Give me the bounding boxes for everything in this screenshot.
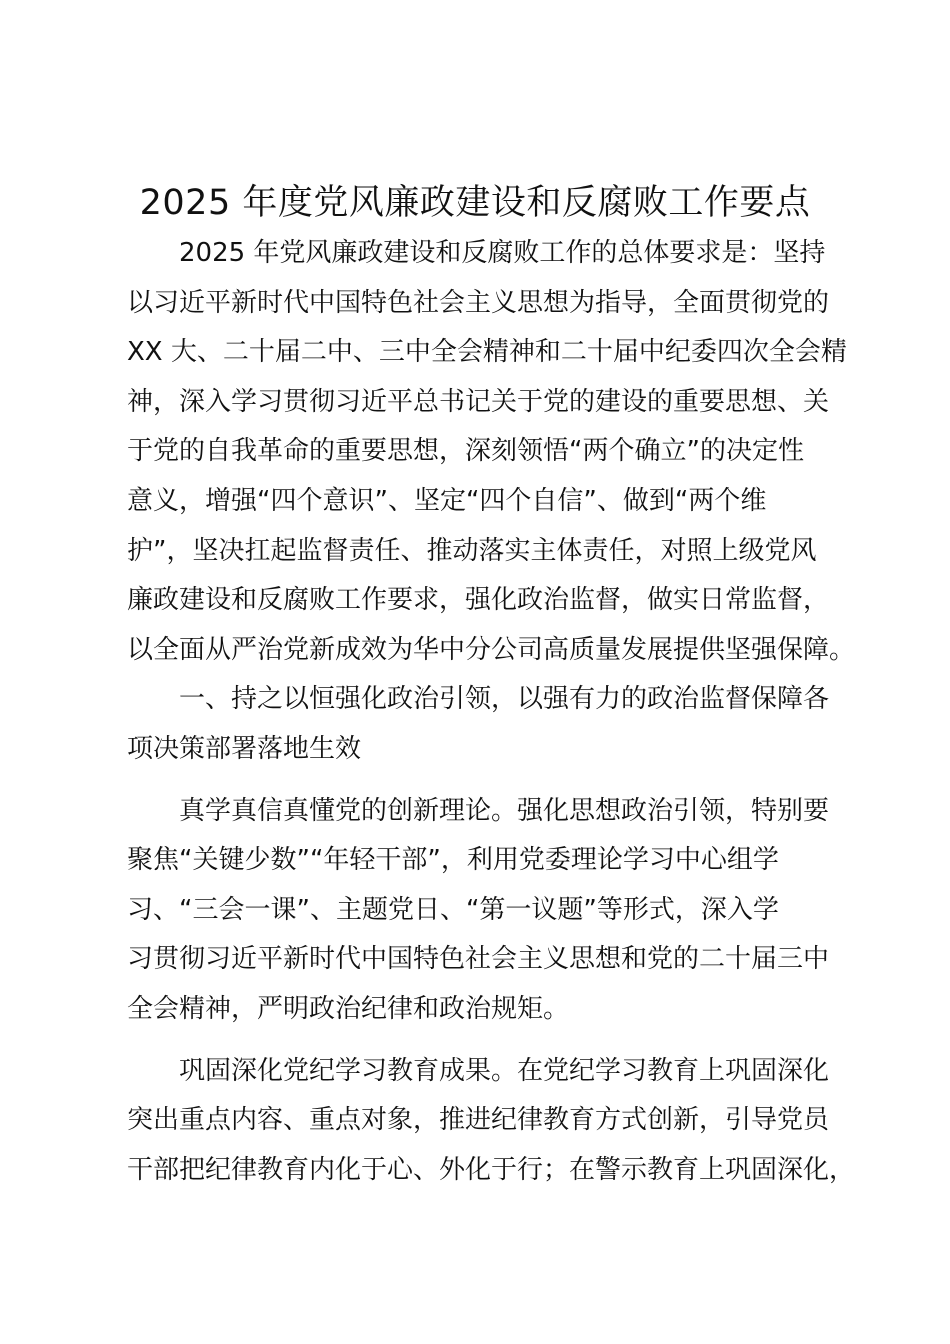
heading-line: 项决策部署落地生效 — [127, 733, 362, 764]
paragraph-line: 真学真信真懂党的创新理论。强化思想政治引领，特别要 — [179, 795, 830, 826]
paragraph-line: 于党的自我革命的重要思想，深刻领悟“两个确立”的决定性 — [127, 436, 804, 467]
paragraph-line: 全会精神，严明政治纪律和政治规矩。 — [127, 993, 570, 1024]
heading-line: 一、持之以恒强化政治引领，以强有力的政治监督保障各 — [179, 684, 830, 715]
paragraph-discipline-education — [127, 1047, 856, 1196]
paragraph-line: 习贯彻习近平新时代中国特色社会主义思想和党的二十届三中 — [127, 944, 830, 975]
paragraph-spacer — [127, 1035, 847, 1047]
paragraph-line: 习、“三会一课”、主题党日、“第一议题”等形式，深入学 — [127, 894, 779, 925]
paragraph-line: 突出重点内容、重点对象，推进纪律教育方式创新，引导党员 — [127, 1105, 830, 1136]
paragraph-line: 意义，增强“四个意识”、坚定“四个自信”、做到“两个维 — [127, 485, 767, 516]
paragraph-theory-study — [127, 787, 847, 1035]
paragraph-line: 干部把纪律教育内化于心、外化于行；在警示教育上巩固深化， — [127, 1154, 856, 1185]
paragraph-line: 护”，坚决扛起监督责任、推动落实主体责任，对照上级党风 — [127, 535, 817, 566]
paragraph-line: 廉政建设和反腐败工作要求，强化政治监督，做实日常监督， — [127, 585, 830, 616]
paragraph-line: 神，深入学习贯彻习近平总书记关于党的建设的重要思想、关 — [127, 386, 830, 417]
paragraph-general-requirements — [127, 229, 856, 675]
section-heading-1 — [127, 675, 847, 774]
document-body — [127, 229, 856, 1195]
paragraph-line: XX 大、二十届二中、三中全会精神和二十届中纪委四次全会精 — [127, 337, 847, 368]
paragraph-line: 以全面从严治党新成效为华中分公司高质量发展提供坚强保障。 — [127, 634, 856, 665]
paragraph-line: 2025 年党风廉政建设和反腐败工作的总体要求是：坚持 — [179, 238, 826, 268]
paragraph-line: 以习近平新时代中国特色社会主义思想为指导，全面贯彻党的 — [127, 287, 830, 318]
paragraph-spacer — [127, 775, 847, 787]
document-title: 2025 年度党风廉政建设和反腐败工作要点 — [139, 183, 811, 223]
paragraph-line: 聚焦“关键少数”“年轻干部”，利用党委理论学习中心组学 — [127, 845, 779, 876]
paragraph-line: 巩固深化党纪学习教育成果。在党纪学习教育上巩固深化 — [179, 1055, 830, 1086]
